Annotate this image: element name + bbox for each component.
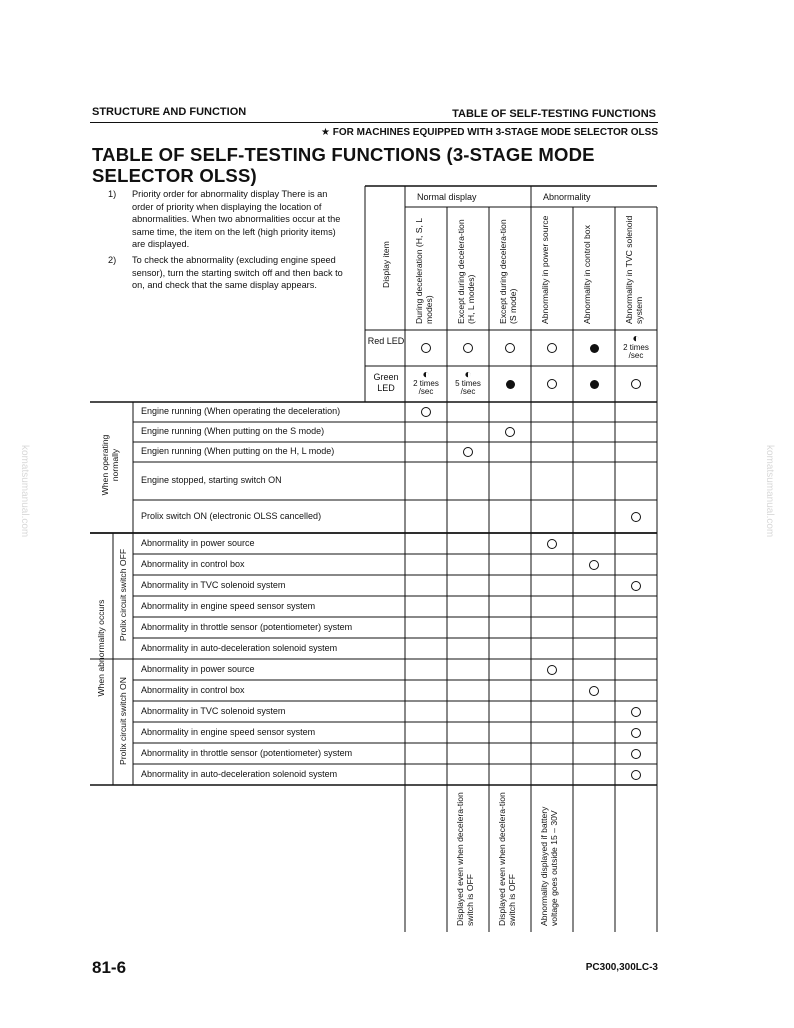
section-normal-label: When operating normally <box>100 434 120 496</box>
green-led-filled-circle-icon <box>506 380 515 389</box>
row-open-circle-icon <box>589 560 599 570</box>
page-title: TABLE OF SELF-TESTING FUNCTIONS (3-STAGE MODE SELECTOR OLSS) <box>92 144 595 186</box>
table-row-label: Abnormality in auto-deceleration solenoid system <box>141 642 338 653</box>
table-row-label: Abnormality in power source <box>141 537 255 548</box>
row-open-circle-icon <box>589 686 599 696</box>
column-header: Abnormality in TVC solenoid system <box>624 215 644 324</box>
column-header: Except during decelera-tion (H, L modes) <box>456 219 476 324</box>
table-row-label: Prolix switch ON (electronic OLSS cancelled) <box>141 510 322 521</box>
table-row-label: Abnormality in engine speed sensor system <box>141 726 316 737</box>
watermark-right: komatsumanual.com <box>764 445 775 538</box>
prolix-off-label: Prolix circuit switch OFF <box>118 548 128 642</box>
table-row-label: Engine running (When putting on the S mode) <box>141 426 325 436</box>
blink-glyph-icon: ◐ <box>422 367 430 381</box>
blink-unit: /sec <box>418 387 434 396</box>
intro-number: 2) <box>108 254 117 265</box>
group-normal-display: Normal display <box>417 192 477 202</box>
table-row-label: Abnormality in TVC solenoid system <box>141 705 286 716</box>
column-header: During deceleration (H, S, L modes) <box>414 218 434 324</box>
red-led-open-circle-icon <box>505 343 515 353</box>
header-page-topic: TABLE OF SELF-TESTING FUNCTIONS <box>452 108 656 120</box>
green-led-open-circle-icon <box>631 379 641 389</box>
group-abnormality: Abnormality <box>543 192 591 202</box>
page-number: 81-6 <box>92 958 127 977</box>
blink-glyph-icon: ◐ <box>464 367 472 381</box>
table-row-label: Engine running (When operating the deceleration) <box>141 406 341 416</box>
green-led-blinking-icon <box>448 368 488 396</box>
model-number: PC300,300LC-3 <box>585 962 658 973</box>
intro-text: Priority order for abnormality display There is an order of priority when displaying the location of abnormalities. When two abnormalities occur at the same time, the item on the left (high priority items) are displayed. <box>132 189 341 250</box>
table-row-label: Abnormality in control box <box>141 684 245 695</box>
blink-rate: 2 times <box>413 379 439 388</box>
table-row-label: Engine stopped, starting switch ON <box>141 475 282 485</box>
row-open-circle-icon <box>631 749 641 759</box>
blink-rate: 2 times <box>623 343 649 352</box>
row-open-circle-icon <box>631 707 641 717</box>
blink-glyph-icon: ◐ <box>632 331 640 345</box>
red-led-open-circle-icon <box>421 343 431 353</box>
prolix-on-label: Prolix circuit switch ON <box>118 677 128 765</box>
table-row-label: Abnormality in engine speed sensor system <box>141 600 316 611</box>
column-header: Abnormality in power source <box>540 215 550 324</box>
red-led-blinking-icon <box>616 332 656 360</box>
watermark-left: komatsumanual.com <box>19 445 30 538</box>
row-open-circle-icon <box>421 407 431 417</box>
row-open-circle-icon <box>463 447 473 457</box>
blink-unit: /sec <box>460 387 476 396</box>
column-note: Displayed even when decelera-tion switch is OFF <box>497 792 517 926</box>
table-row-label: Abnormality in auto-deceleration solenoid system <box>141 768 338 779</box>
column-note: Displayed even when decelera-tion switch is OFF <box>455 792 475 926</box>
column-note: Abnormality displayed if battery voltage goes outside 15 – 30V <box>539 806 559 926</box>
table-row-label: Abnormality in TVC solenoid system <box>141 579 286 590</box>
row-open-circle-icon <box>547 539 557 549</box>
row-open-circle-icon <box>631 770 641 780</box>
section-abnormal-label: When abnormality occurs <box>96 599 106 697</box>
green-led-filled-circle-icon <box>590 380 599 389</box>
applicability-note: ★ FOR MACHINES EQUIPPED WITH 3-STAGE MODE SELECTOR OLSS <box>321 127 658 138</box>
column-header: Except during decelera-tion (S mode) <box>498 219 518 324</box>
red-led-label: Red LED <box>367 336 405 346</box>
green-led-open-circle-icon <box>547 379 557 389</box>
blink-rate: 5 times <box>455 379 481 388</box>
red-led-open-circle-icon <box>463 343 473 353</box>
row-open-circle-icon <box>505 427 515 437</box>
row-open-circle-icon <box>631 512 641 522</box>
red-led-filled-circle-icon <box>590 344 599 353</box>
table-row-label: Abnormality in throttle sensor (potentiometer) system <box>141 621 353 632</box>
green-led-blinking-icon <box>406 368 446 396</box>
row-open-circle-icon <box>631 728 641 738</box>
row-open-circle-icon <box>631 581 641 591</box>
display-item-header: Display item <box>381 241 391 288</box>
blink-unit: /sec <box>628 351 644 360</box>
table-row-label: Abnormality in control box <box>141 558 245 569</box>
intro-text: To check the abnormality (excluding engine speed sensor), turn the starting switch off and then back to on, and check that the same display appears. <box>132 254 343 291</box>
column-header: Abnormality in control box <box>582 225 592 324</box>
table-row-label: Abnormality in power source <box>141 663 255 674</box>
header-section-title: STRUCTURE AND FUNCTION <box>92 106 247 118</box>
table-row-label: Abnormality in throttle sensor (potentiometer) system <box>141 747 353 758</box>
red-led-open-circle-icon <box>547 343 557 353</box>
row-open-circle-icon <box>547 665 557 675</box>
table-row-label: Engien running (When putting on the H, L mode) <box>141 446 335 456</box>
green-led-label: Green LED <box>373 372 399 393</box>
intro-number: 1) <box>108 189 117 199</box>
